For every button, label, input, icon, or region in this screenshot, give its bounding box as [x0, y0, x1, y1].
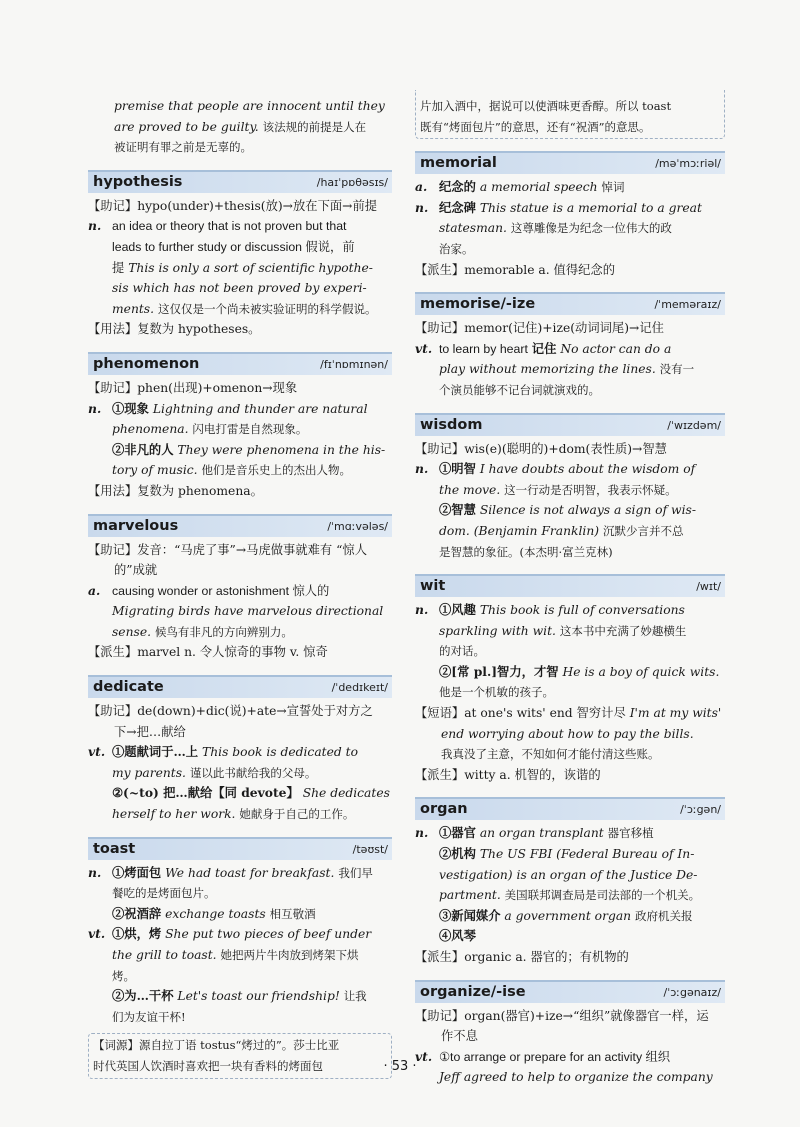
example-line: end worrying about how to pay the bills.	[441, 726, 694, 741]
etymology-box-continued	[415, 90, 725, 139]
entry-memorise	[415, 292, 725, 400]
example-translation: 美国联邦调查局是司法部的一个机关。	[504, 888, 701, 903]
example-line: sense.	[112, 624, 152, 639]
definition	[88, 399, 392, 481]
example-translation: 烤。	[112, 968, 135, 983]
headword: memorial	[420, 155, 497, 172]
example-translation: 沉默少言并不总	[602, 523, 684, 538]
example-translation: 她把两片牛肉放到烤架下烘	[220, 948, 359, 962]
entry-header	[88, 837, 392, 860]
mnemonic: 【助记】phen(出现)+omenon→现象	[88, 380, 298, 395]
example-line: phenomena.	[112, 422, 189, 437]
headword: phenomenon	[93, 355, 200, 372]
example-line: This is only a sort of scientific hypothe-	[128, 260, 373, 275]
part-of-speech: n.	[415, 825, 429, 841]
entry-wisdom	[415, 413, 725, 563]
definition-line: to learn by heart	[439, 341, 528, 356]
example-line: the grill to toast.	[112, 948, 217, 962]
example-line: a memorial speech	[479, 180, 598, 195]
example-line: Lightning and thunder are natural	[152, 401, 368, 416]
sense-label: ①题献词于…上	[112, 744, 199, 760]
sense-label: ①器官	[439, 825, 476, 841]
example-line: Migrating birds have marvelous directional	[112, 604, 384, 619]
entry-header	[415, 151, 725, 174]
entry-toast	[88, 837, 392, 1079]
example-translation: 餐吃的是烤面包片。	[112, 886, 216, 901]
example-translation: 是智慧的象征。(本杰明·富兰克林)	[439, 544, 613, 559]
headword: organize/-ise	[420, 983, 526, 1000]
definition-noun	[415, 198, 725, 260]
definition-cn: 记住	[531, 340, 557, 356]
example-line: an organ transplant	[479, 826, 604, 841]
entry-header	[88, 675, 392, 698]
part-of-speech: vt.	[415, 1048, 433, 1064]
example-line: tory of music.	[112, 463, 198, 478]
example-translation: 这本书中充满了妙趣横生	[559, 623, 687, 638]
etymology-line: 时代英国人饮酒时喜欢把一块有香料的烤面包	[93, 1058, 323, 1073]
part-of-speech: a.	[88, 582, 101, 598]
phonetic: /haɪˈpɒθəsɪs/	[316, 175, 388, 189]
example-line: She put two pieces of beef under	[165, 927, 372, 942]
definition-verb	[88, 924, 392, 1027]
example-line: This book is full of conversations	[479, 603, 685, 618]
example-line: partment.	[439, 888, 501, 903]
headword: wisdom	[420, 416, 483, 433]
example-translation: 候鸟有非凡的方向辨别力。	[154, 624, 293, 639]
definition	[415, 339, 725, 401]
sense-label: ①明智	[439, 461, 476, 477]
mnemonic: 【助记】hypo(under)+thesis(放)→放在下面→前提	[88, 198, 378, 213]
phonetic: /ˈmɑːvələs/	[327, 519, 388, 533]
page-number: · 53 ·	[383, 1059, 417, 1074]
example-line: herself to her work.	[112, 807, 236, 822]
example-line: This book is dedicated to	[202, 745, 358, 760]
left-column	[88, 96, 392, 1079]
entry-header	[415, 413, 725, 436]
phonetic: /ˈmeməraɪz/	[654, 298, 721, 312]
definition	[415, 459, 725, 562]
example-translation: 治家。	[439, 241, 474, 256]
mnemonic: 【助记】memor(记住)+ize(动词词尾)→记住	[415, 321, 664, 336]
part-of-speech: n.	[415, 461, 429, 477]
entry-header	[88, 514, 392, 537]
example-translation: 他们是音乐史上的杰出人物。	[201, 463, 351, 478]
headword: marvelous	[93, 517, 179, 534]
example-line: sparkling with wit.	[439, 623, 556, 638]
mnemonic: 【助记】wis(e)(聪明的)+dom(表性质)→智慧	[415, 441, 667, 456]
example-translation: 让我	[343, 989, 367, 1004]
phonetic: /təʊst/	[352, 842, 388, 856]
headword: hypothesis	[93, 173, 183, 190]
entry-header	[88, 352, 392, 375]
entry-phenomenon	[88, 352, 392, 502]
etymology-line: 片加入酒中，据说可以使酒味更香醇。所以 toast	[420, 99, 672, 113]
example-translation: 个演员能够不记台词就演戏的。	[439, 382, 600, 397]
usage-note: 【用法】复数为 phenomena。	[88, 483, 263, 498]
entry-header	[415, 797, 725, 820]
example-translation: 悼词	[601, 180, 625, 195]
phonetic: /fɪˈnɒmɪnən/	[320, 357, 388, 371]
definition-adjective	[415, 177, 725, 198]
entry-header	[415, 292, 725, 315]
part-of-speech: n.	[415, 199, 429, 215]
example-translation: 我们早	[338, 865, 373, 880]
derived-note: 【派生】memorable a. 值得纪念的	[415, 262, 616, 277]
derived-note: 【派生】marvel n. 令人惊奇的事物 v. 惊奇	[88, 645, 328, 660]
phonetic: /ˈwɪzdəm/	[667, 418, 721, 432]
definition-line: leads to further study or discussion 假说，前	[112, 239, 355, 254]
definition-line: ①to arrange or prepare for an activity 组织	[439, 1049, 671, 1064]
sense-label: ②非凡的人	[112, 441, 174, 457]
example-line: statesman.	[439, 221, 507, 236]
example-line: Jeff agreed to help to organize the company	[439, 1070, 713, 1085]
example-translation: 这尊雕像是为纪念一位伟大的政	[510, 221, 672, 236]
example-line: They were phenomena in the his-	[177, 442, 386, 457]
entry-memorial	[415, 151, 725, 280]
etymology-line: 既有“烤面包片”的意思，还有“祝酒”的意思。	[420, 119, 651, 134]
definition-line: an idea or theory that is not proven but that	[112, 219, 347, 234]
definition-noun	[88, 863, 392, 925]
definition	[88, 216, 392, 319]
example-line: play without memorizing the lines.	[439, 362, 656, 377]
example-line: This statue is a memorial to a great	[479, 200, 702, 215]
sense-label: ①现象	[112, 400, 149, 416]
headword: organ	[420, 801, 468, 818]
example-translation: 这一行动是否明智，我表示怀疑。	[504, 482, 677, 497]
sense-label: 纪念的	[439, 179, 476, 195]
entry-wit	[415, 574, 725, 785]
headword: toast	[93, 840, 136, 857]
part-of-speech: vt.	[88, 744, 106, 760]
example-line: Let's toast our friendship!	[177, 989, 340, 1004]
mnemonic: 下→把…献给	[114, 724, 186, 739]
definition	[415, 600, 725, 703]
part-of-speech: n.	[88, 218, 102, 234]
etymology-line: 【词源】源自拉丁语 tostus“烤过的”。莎士比亚	[93, 1038, 340, 1053]
part-of-speech: n.	[88, 864, 102, 880]
mnemonic: 【助记】de(down)+dic(说)+ate→宣誓处于对方之	[88, 704, 373, 719]
example-translation: 我真没了主意，不知如何才能付清这些账。	[441, 747, 660, 762]
sense-label: ③新闻媒介	[439, 907, 501, 923]
example-line: sis which has not been proved by experi-	[112, 281, 367, 296]
example-line: Silence is not always a sign of wis-	[479, 503, 696, 518]
example-line: No actor can do a	[560, 341, 672, 356]
example-line: She dedicates	[302, 786, 390, 801]
mnemonic: 的”成就	[114, 563, 158, 578]
part-of-speech: n.	[415, 602, 429, 618]
example-line: The US FBI (Federal Bureau of In-	[479, 847, 695, 862]
example-translation: 相互敬酒	[269, 906, 316, 921]
entry-dedicate	[88, 675, 392, 825]
sense-label: 纪念碑	[439, 199, 476, 215]
entry-header	[88, 170, 392, 193]
usage-note: 【用法】复数为 hypotheses。	[88, 322, 261, 337]
sense-label: ②为…干杯	[112, 988, 174, 1004]
definition	[88, 581, 392, 643]
definition	[88, 742, 392, 824]
example-translation: 这仅仅是一个尚未被实验证明的科学假说。	[157, 301, 377, 316]
intro-continuation	[88, 96, 392, 158]
phrase-note	[415, 703, 725, 724]
example-translation: 谨以此书献给我的父母。	[189, 765, 317, 780]
intro-translation: 被证明有罪之前是无辜的。	[114, 140, 252, 155]
example-translation: 器官移植	[607, 826, 654, 841]
sense-label: ②(~to) 把…献给【同 devote】	[112, 785, 299, 801]
phonetic: /məˈmɔːriəl/	[655, 157, 721, 171]
headword: dedicate	[93, 679, 164, 696]
part-of-speech: n.	[88, 400, 102, 416]
phonetic: /ˈɔːgənaɪz/	[663, 985, 721, 999]
example-line: I'm at my wits'	[629, 706, 722, 721]
mnemonic: 【助记】organ(器官)+ize→“组织”就像器官一样，运	[415, 1008, 709, 1023]
entry-header	[415, 980, 725, 1003]
example-line: my parents.	[112, 765, 186, 780]
example-translation: 政府机关报	[635, 908, 693, 923]
phonetic: /wɪt/	[696, 580, 721, 594]
headword: memorise/-ize	[420, 296, 536, 313]
example-line: the move.	[439, 482, 501, 497]
example-translation: 们为友谊干杯!	[112, 1009, 186, 1024]
example-line: dom. (Benjamin Franklin)	[439, 523, 600, 538]
sense-label: ②智慧	[439, 502, 476, 518]
definition	[415, 823, 725, 947]
phrase: at one's wits' end 智穷计尽	[464, 706, 626, 721]
derived-note: 【派生】witty a. 机智的，诙谐的	[415, 767, 601, 782]
sense-label: ②[常 pl.]智力，才智	[439, 663, 559, 679]
example-line: He is a boy of quick wits.	[562, 664, 720, 679]
headword: wit	[420, 578, 446, 595]
sense-label: ④风琴	[439, 928, 476, 944]
sense-label: ②祝酒辞	[112, 905, 162, 921]
example-line: exchange toasts	[165, 906, 266, 921]
mnemonic: 【助记】发音：“马虎了事”→马虎做事就难有 “惊人	[88, 542, 368, 557]
example-line: We had toast for breakfast.	[165, 865, 335, 880]
sense-label: ①烤面包	[112, 864, 162, 880]
example-translation: 的对话。	[439, 644, 485, 659]
example-translation: 他是一个机敏的孩子。	[439, 685, 554, 700]
part-of-speech: vt.	[88, 926, 106, 942]
example-line: a government organ	[504, 908, 632, 923]
sense-label: ①烘，烤	[112, 926, 162, 942]
phrase-tag: 【短语】	[415, 706, 465, 721]
sense-label: ②机构	[439, 846, 476, 862]
phonetic: /ˈdedɪkeɪt/	[331, 681, 388, 695]
right-column	[415, 96, 725, 1088]
example-line: I have doubts about the wisdom of	[479, 462, 696, 477]
example-line: vestigation) is an organ of the Justice De-	[439, 867, 698, 882]
example-translation: 没有一	[659, 362, 695, 377]
derived-note: 【派生】organic a. 器官的；有机物的	[415, 950, 629, 964]
example-translation: 闪电打雷是自然现象。	[192, 422, 308, 437]
part-of-speech: vt.	[415, 340, 433, 356]
example-translation: 她献身于自己的工作。	[239, 807, 355, 822]
entry-marvelous	[88, 514, 392, 664]
definition-cn: 提	[112, 260, 125, 275]
intro-translation: 该法规的前提是人在	[262, 119, 367, 134]
intro-example-line: are proved to be guilty.	[114, 119, 259, 134]
definition-line: causing wonder or astonishment 惊人的	[112, 583, 330, 598]
sense-label: ①风趣	[439, 602, 476, 618]
intro-example-line: premise that people are innocent until they	[114, 99, 385, 113]
mnemonic: 作不息	[441, 1029, 478, 1044]
part-of-speech: a.	[415, 179, 428, 195]
entry-organ	[415, 797, 725, 967]
entry-hypothesis	[88, 170, 392, 340]
phonetic: /ˈɔːgən/	[680, 803, 721, 817]
example-line: ments.	[112, 301, 155, 316]
entry-header	[415, 574, 725, 597]
